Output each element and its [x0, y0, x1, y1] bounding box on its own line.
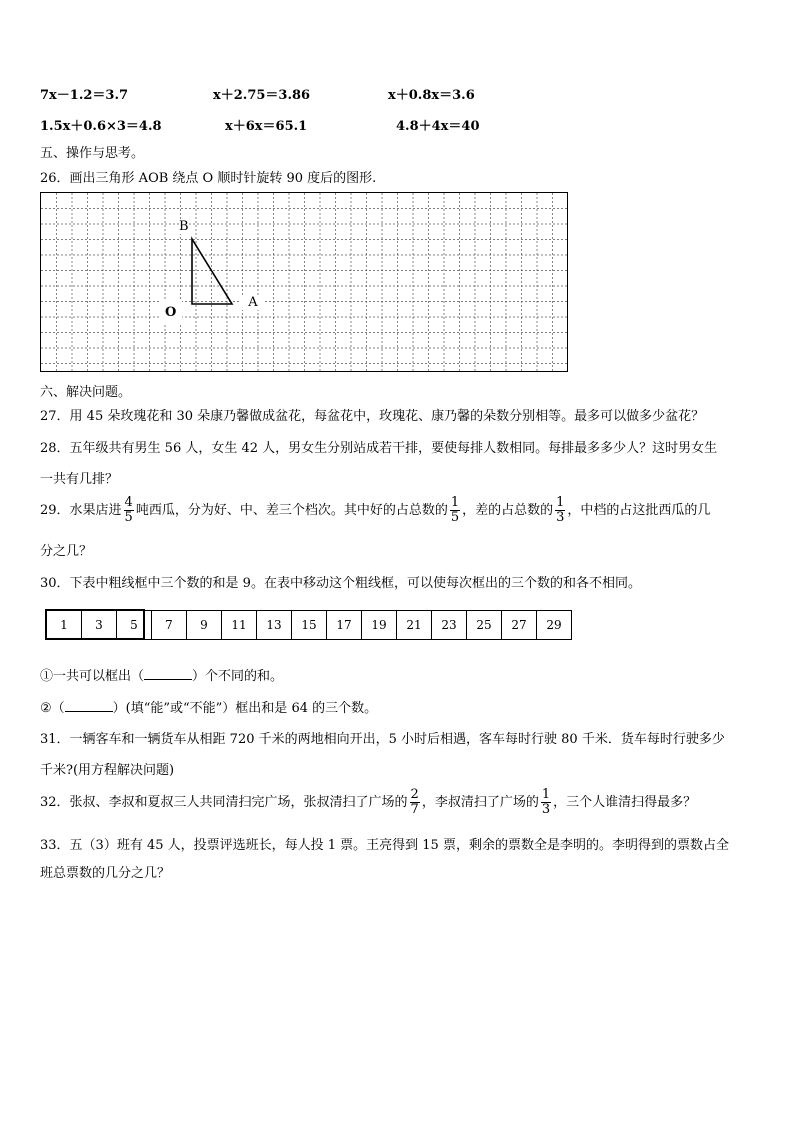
strip-cell: 17: [327, 611, 362, 640]
question-31-line1: 31．一辆客车和一辆货车从相距 720 千米的两地相向开出，5 小时后相遇，客车每时行驶 80 千米．货车每时行驶多少: [40, 732, 725, 747]
q29-part4: ，中档的占这批西瓜的几: [567, 503, 711, 518]
q32-fraction-2: $\frac{1}{3}$: [541, 787, 551, 817]
q32-fraction-1: $\frac{2}{7}$: [410, 787, 419, 817]
number-strip-row: [47, 611, 572, 640]
strip-cell: 13: [257, 611, 292, 640]
question-30-sub1: ①一共可以框出（ ）个不同的和。: [40, 669, 284, 684]
equation-4: 1.5x＋0.6×3＝4.8: [40, 119, 162, 134]
triangle-aob: [192, 239, 232, 304]
strip-cell: 7: [152, 611, 187, 640]
question-32: 32．张叔、李叔和夏叔三人共同清扫完广场，张叔清扫了广场的 $\frac{2}{7}$ ，李叔清扫了广场的 $\frac{1}{3}$ ，三个人谁清扫得最多？: [40, 787, 697, 817]
equation-5: x＋6x＝65.1: [225, 119, 308, 134]
equation-3: x＋0.8x＝3.6: [388, 88, 475, 103]
section-5-title: 五、操作与思考。: [40, 146, 145, 161]
strip-cell: 15: [292, 611, 327, 640]
question-31-line2: 千米?(用方程解决问题): [40, 763, 175, 778]
equation-1: 7x－1.2＝3.7: [40, 88, 129, 103]
section-6-title: 六、解决问题。: [40, 385, 132, 400]
strip-cell: 19: [362, 611, 397, 640]
strip-cell: 29: [537, 611, 572, 640]
grid-figure: [40, 192, 568, 372]
q29-fraction-2: $\frac{1}{5}$: [450, 495, 460, 525]
q29-fraction-3: $\frac{1}{3}$: [556, 495, 565, 525]
question-26: 26．画出三角形 AOB 绕点 O 顺时针旋转 90 度后的图形.: [40, 171, 377, 186]
number-strip-table: [46, 610, 572, 640]
equation-2: x＋2.75＝3.86: [213, 88, 311, 103]
q29-part1: 29．水果店进: [40, 503, 122, 518]
q29-part3: ，差的占总数的: [462, 503, 554, 518]
strip-cell: 11: [222, 611, 257, 640]
strip-cell: 21: [397, 611, 432, 640]
question-33-line1: 33．五（3）班有 45 人，投票评选班长，每人投 1 票。王亮得到 15 票，剩余的票数全是李明的。李明得到的票数占全: [40, 838, 729, 853]
answer-blank-1[interactable]: [144, 667, 192, 680]
strip-cell: 9: [187, 611, 222, 640]
label-o: O: [159, 301, 182, 324]
q29-fraction-1: $\frac{4}{5}$: [124, 495, 133, 525]
question-28-line2: 一共有几排？: [40, 472, 119, 487]
question-27: 27．用 45 朵玫瑰花和 30 朵康乃馨做成盆花，每盆花中，玫瑰花、康乃馨的朵数分别相等。最多可以做多少盆花？: [40, 409, 705, 424]
q29-part2: 吨西瓜，分为好、中、差三个档次。其中好的占总数的: [135, 503, 448, 518]
question-33-line2: 班总票数的几分之几？: [40, 866, 171, 881]
strip-cell: 5: [117, 611, 152, 640]
strip-cell: 1: [47, 611, 82, 640]
strip-cell: 25: [467, 611, 502, 640]
question-30-sub2: ②（ ）(填“能”或“不能”）框出和是 64 的三个数。: [40, 701, 378, 716]
question-29-line1: [40, 496, 710, 525]
question-28-line1: 28．五年级共有男生 56 人，女生 42 人，男女生分别站成若干排，要使每排人数相同。每排最多多少人？这时男女生: [40, 441, 718, 456]
label-b: B: [179, 219, 189, 234]
label-a: A: [241, 295, 265, 310]
strip-cell: 3: [82, 611, 117, 640]
strip-cell: 27: [502, 611, 537, 640]
equation-6: 4.8＋4x＝40: [396, 119, 480, 134]
grid-lines: [41, 193, 567, 371]
strip-cell: 23: [432, 611, 467, 640]
question-29-line2: 分之几？: [40, 544, 93, 559]
answer-blank-2[interactable]: [65, 699, 113, 712]
question-30: 30．下表中粗线框中三个数的和是 9。在表中移动这个粗线框，可以使每次框出的三个数的和各不相同。: [40, 576, 641, 591]
